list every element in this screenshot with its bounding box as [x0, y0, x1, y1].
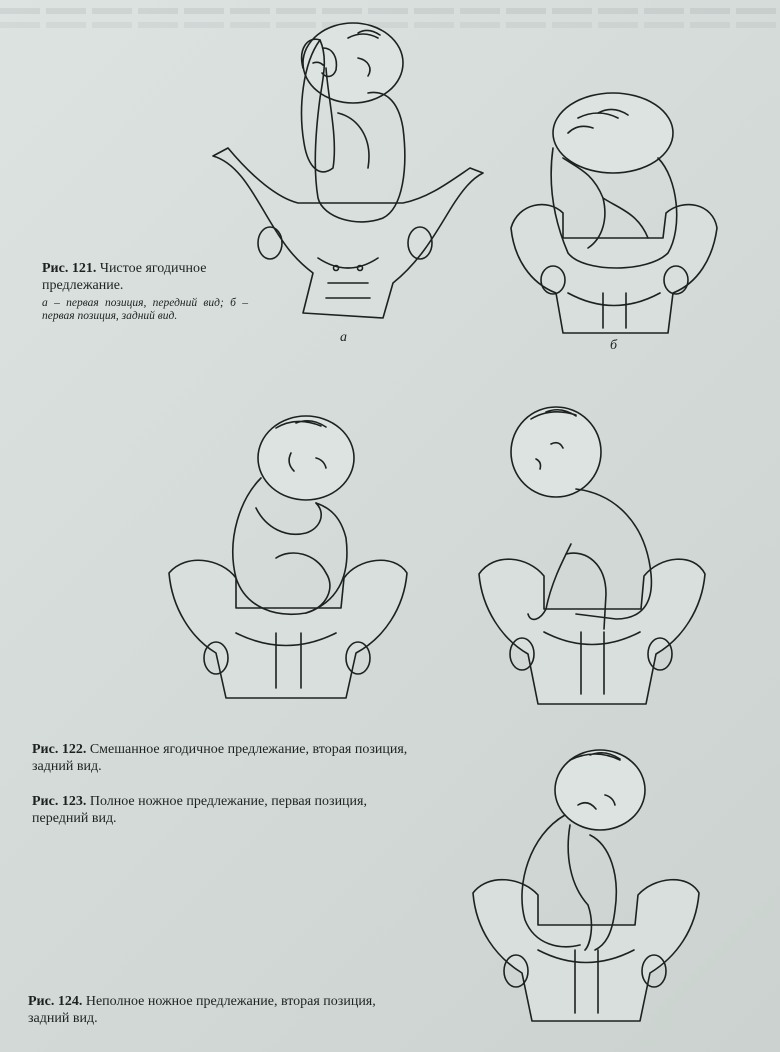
illustration-fig123 [476, 404, 708, 710]
caption-fig124 [28, 993, 408, 1027]
figure-label-a: а [340, 330, 347, 345]
bleed-through [0, 8, 780, 14]
caption-number: Рис. 123. [32, 794, 87, 809]
illustration-fig121a [208, 18, 488, 345]
caption-subtitle: а – первая позиция, передний вид; б – первая позиция, задний вид. [42, 297, 248, 322]
illustration-fig121b [508, 88, 720, 353]
caption-title: Смешанное ягодичное предлежание, вторая позиция, задний вид. [32, 742, 408, 774]
caption-number: Рис. 121. [42, 261, 97, 276]
caption-number: Рис. 124. [28, 994, 83, 1009]
caption-fig122 [32, 741, 416, 775]
caption-title: Неполное ножное предлежание, вторая позиция, задний вид. [28, 994, 376, 1026]
illustration-fig124 [470, 745, 702, 1027]
caption-title: Чистое ягодичное предлежание. [42, 261, 207, 293]
caption-title: Полное ножное предлежание, первая позиция, передний вид. [32, 794, 367, 826]
figure-label-b: б [610, 338, 618, 353]
caption-number: Рис. 122. [32, 742, 87, 757]
caption-fig123 [32, 793, 416, 827]
illustration-fig122 [166, 408, 410, 708]
